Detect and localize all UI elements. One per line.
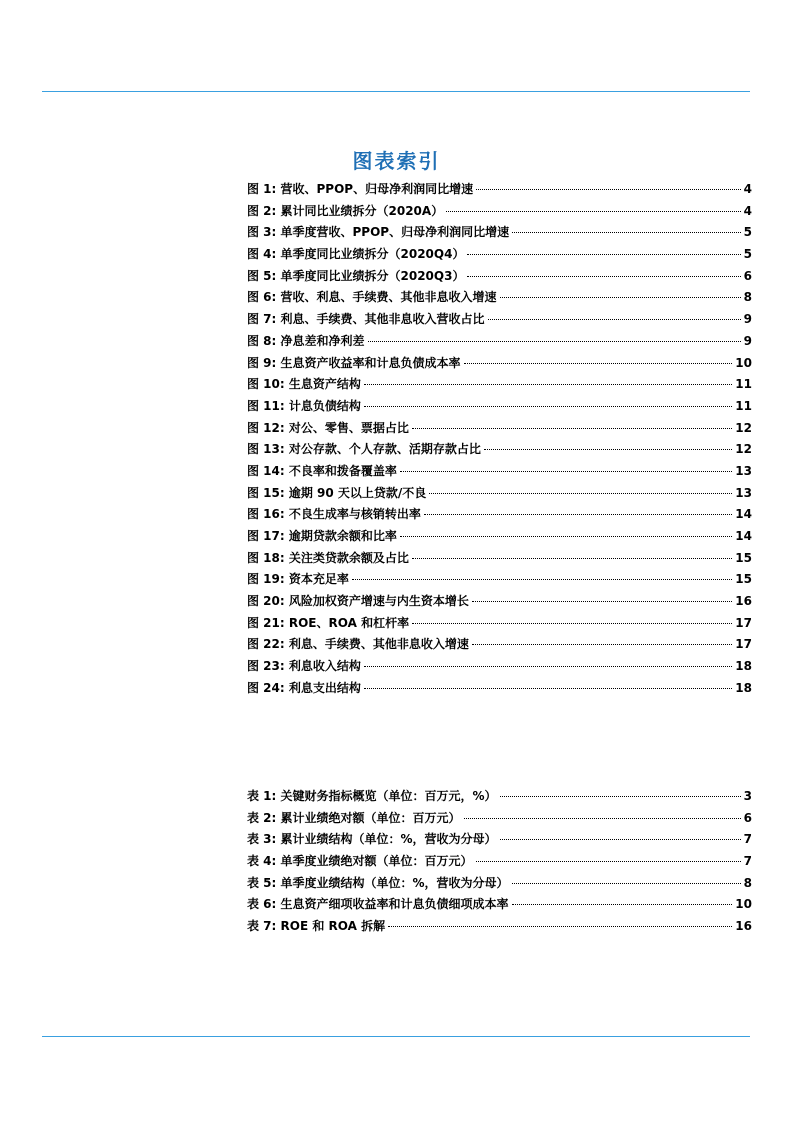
toc-page-number[interactable]: 10 xyxy=(735,897,752,912)
figure-entry[interactable] xyxy=(247,397,752,419)
figure-entry[interactable] xyxy=(247,592,752,614)
toc-entry-label[interactable]: 图 16: 不良生成率与核销转出率 xyxy=(247,507,421,522)
figure-entry[interactable] xyxy=(247,527,752,549)
toc-page-number[interactable]: 13 xyxy=(735,463,752,478)
toc-entry-label[interactable]: 图 17: 逾期贷款余额和比率 xyxy=(247,529,397,543)
dot-leader xyxy=(412,428,732,429)
toc-page-number[interactable]: 17 xyxy=(735,637,752,652)
toc-entry-label[interactable]: 图 21: ROE、ROA 和杠杆率 xyxy=(247,615,410,630)
toc-page-number[interactable]: 15 xyxy=(735,550,752,565)
toc-page-number[interactable]: 16 xyxy=(735,919,752,934)
toc-page-number[interactable]: 8 xyxy=(743,875,752,890)
figure-entry[interactable] xyxy=(247,440,752,462)
figure-entry[interactable] xyxy=(247,614,752,636)
dot-leader xyxy=(412,623,732,624)
toc-entry-label[interactable]: 表 1: 关键财务指标概览（单位：百万元，%） xyxy=(247,789,497,803)
toc-entry-label[interactable]: 图 6: 营收、利息、手续费、其他非息收入增速 xyxy=(247,290,497,305)
dot-leader xyxy=(424,514,732,515)
toc-entry-label[interactable]: 图 5: 单季度同比业绩拆分（2020Q3） xyxy=(247,268,465,283)
figure-entry[interactable] xyxy=(247,505,752,527)
toc-entry-label[interactable]: 图 20: 风险加权资产增速与内生资本增长 xyxy=(247,594,469,609)
toc-entry-label[interactable]: 图 13: 对公存款、个人存款、活期存款占比 xyxy=(247,442,481,457)
figure-entry[interactable] xyxy=(247,484,752,506)
dot-leader xyxy=(429,493,732,494)
footer-rule xyxy=(42,1036,750,1037)
toc-page-number[interactable]: 6 xyxy=(743,810,752,825)
toc-entry-label[interactable]: 图 12: 对公、零售、票据占比 xyxy=(247,420,409,435)
dot-leader xyxy=(512,904,733,905)
table-entry[interactable] xyxy=(247,830,752,852)
figure-entry[interactable] xyxy=(247,549,752,571)
dot-leader xyxy=(467,276,740,277)
figure-entry[interactable] xyxy=(247,288,752,310)
toc-page-number[interactable]: 4 xyxy=(743,203,752,218)
toc-entry-label[interactable]: 表 2: 累计业绩绝对额（单位：百万元） xyxy=(247,810,461,825)
toc-page-number[interactable]: 5 xyxy=(743,225,752,240)
dot-leader xyxy=(364,666,732,667)
toc-entry-label[interactable]: 图 19: 资本充足率 xyxy=(247,572,349,587)
toc-entry-label[interactable]: 图 2: 累计同比业绩拆分（2020A） xyxy=(247,203,444,218)
figure-entry[interactable] xyxy=(247,375,752,397)
toc-entry-label[interactable]: 图 1: 营收、PPOP、归母净利润同比增速 xyxy=(247,182,474,196)
figure-entry[interactable] xyxy=(247,657,752,679)
dot-leader xyxy=(476,189,741,190)
toc-page-number[interactable]: 12 xyxy=(735,420,752,435)
figure-entry[interactable] xyxy=(247,267,752,289)
toc-page-number[interactable]: 14 xyxy=(735,507,752,522)
dot-leader xyxy=(500,297,741,298)
toc-entry-label[interactable]: 图 8: 净息差和净利差 xyxy=(247,333,365,348)
dot-leader xyxy=(472,644,732,645)
toc-entry-label[interactable]: 图 22: 利息、手续费、其他非息收入增速 xyxy=(247,637,469,652)
table-entry[interactable] xyxy=(247,917,752,939)
toc-page-number[interactable]: 3 xyxy=(743,789,752,803)
dot-leader xyxy=(467,254,740,255)
dot-leader xyxy=(364,688,732,689)
toc-page-number[interactable]: 15 xyxy=(735,572,752,587)
toc-entry-label[interactable]: 表 7: ROE 和 ROA 拆解 xyxy=(247,919,386,934)
figure-entry[interactable] xyxy=(247,223,752,245)
table-entry[interactable] xyxy=(247,895,752,917)
toc-page-number[interactable]: 17 xyxy=(735,615,752,630)
toc-entry-label[interactable]: 图 7: 利息、手续费、其他非息收入营收占比 xyxy=(247,312,485,327)
toc-page-number[interactable]: 18 xyxy=(735,659,752,674)
toc-entry-label[interactable]: 图 23: 利息收入结构 xyxy=(247,659,361,674)
toc-page-number[interactable]: 18 xyxy=(735,680,752,695)
toc-page-number[interactable]: 7 xyxy=(743,832,752,847)
toc-page-number[interactable]: 4 xyxy=(743,182,752,196)
page-title: 图表索引 xyxy=(352,149,441,173)
figure-entry[interactable] xyxy=(247,332,752,354)
toc-page-number[interactable]: 9 xyxy=(743,312,752,327)
toc-entry-label[interactable]: 图 11: 计息负债结构 xyxy=(247,398,361,413)
figure-entry[interactable] xyxy=(247,180,752,202)
toc-page-number[interactable]: 5 xyxy=(743,247,752,262)
toc-page-number[interactable]: 11 xyxy=(735,377,752,392)
dot-leader xyxy=(500,839,741,840)
dot-leader xyxy=(512,883,741,884)
toc-entry-label[interactable]: 图 9: 生息资产收益率和计息负债成本率 xyxy=(247,355,461,370)
dot-leader xyxy=(400,471,732,472)
table-entry[interactable] xyxy=(247,787,752,809)
dot-leader xyxy=(364,406,732,407)
toc-entry-label[interactable]: 图 18: 关注类贷款余额及占比 xyxy=(247,550,409,565)
toc-page-number[interactable]: 13 xyxy=(735,485,752,500)
figure-entry[interactable] xyxy=(247,570,752,592)
dot-leader xyxy=(352,579,732,580)
dot-leader xyxy=(512,232,741,233)
dot-leader xyxy=(364,384,732,385)
toc-entry-label[interactable]: 表 3: 累计业绩结构（单位：%，营收为分母） xyxy=(247,832,497,847)
toc-page-number[interactable]: 14 xyxy=(735,529,752,543)
toc-entry-label[interactable]: 表 6: 生息资产细项收益率和计息负债细项成本率 xyxy=(247,897,509,912)
dot-leader xyxy=(446,211,740,212)
toc-page-number[interactable]: 11 xyxy=(735,398,752,413)
toc-page-number[interactable]: 6 xyxy=(743,268,752,283)
toc-page-number[interactable]: 16 xyxy=(735,594,752,609)
dot-leader xyxy=(464,818,741,819)
toc-entry-label[interactable]: 图 14: 不良率和拨备覆盖率 xyxy=(247,463,397,478)
figure-entry[interactable] xyxy=(247,202,752,224)
toc-entry-label[interactable]: 表 5: 单季度业绩结构（单位：%，营收为分母） xyxy=(247,875,509,890)
table-entry[interactable] xyxy=(247,809,752,831)
dot-leader xyxy=(476,861,741,862)
dot-leader xyxy=(400,536,732,537)
figure-entry[interactable] xyxy=(247,245,752,267)
dot-leader xyxy=(488,319,741,320)
figure-entry[interactable] xyxy=(247,462,752,484)
toc-entry-label[interactable]: 图 10: 生息资产结构 xyxy=(247,377,361,392)
toc-page-number[interactable]: 7 xyxy=(743,854,752,869)
dot-leader xyxy=(472,601,732,602)
dot-leader xyxy=(464,363,733,364)
toc-entry-label[interactable]: 图 24: 利息支出结构 xyxy=(247,680,361,695)
figure-entry[interactable] xyxy=(247,679,752,701)
dot-leader xyxy=(368,341,741,342)
toc-entry-label[interactable]: 图 15: 逾期 90 天以上贷款/不良 xyxy=(247,485,427,500)
figure-index-list xyxy=(247,180,752,701)
toc-entry-label[interactable]: 表 4: 单季度业绩绝对额（单位：百万元） xyxy=(247,854,473,869)
header-rule xyxy=(42,91,750,92)
dot-leader xyxy=(412,558,732,559)
dot-leader xyxy=(484,449,732,450)
toc-page-number[interactable]: 10 xyxy=(735,355,752,370)
dot-leader xyxy=(388,926,732,927)
figure-entry[interactable] xyxy=(247,310,752,332)
table-entry[interactable] xyxy=(247,852,752,874)
figure-entry[interactable] xyxy=(247,635,752,657)
figure-entry[interactable] xyxy=(247,419,752,441)
table-entry[interactable] xyxy=(247,874,752,896)
dot-leader xyxy=(500,796,741,797)
toc-page-number[interactable]: 8 xyxy=(743,290,752,305)
toc-page-number[interactable]: 9 xyxy=(743,333,752,348)
table-index-list xyxy=(247,787,752,939)
figure-entry[interactable] xyxy=(247,354,752,376)
toc-page-number[interactable]: 12 xyxy=(735,442,752,457)
toc-entry-label[interactable]: 图 3: 单季度营收、PPOP、归母净利润同比增速 xyxy=(247,225,510,240)
toc-entry-label[interactable]: 图 4: 单季度同比业绩拆分（2020Q4） xyxy=(247,247,465,262)
